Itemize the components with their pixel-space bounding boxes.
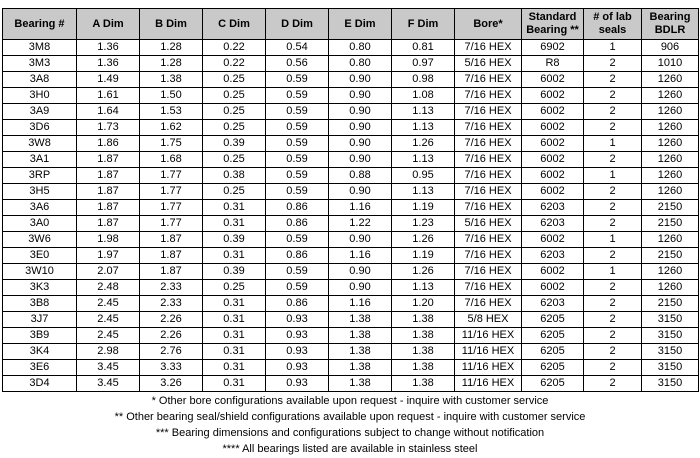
table-cell: 1260 [642,184,699,200]
table-cell: 0.86 [266,248,329,264]
table-row [3,248,699,264]
table-cell: 0.25 [203,72,266,88]
table-cell: 3A8 [3,72,77,88]
table-cell: 0.88 [329,168,392,184]
table-cell: 0.90 [329,280,392,296]
table-cell: 0.59 [266,136,329,152]
table-cell: 5/8 HEX [455,312,522,328]
table-cell: 2.76 [140,344,203,360]
table-cell: 6002 [522,136,584,152]
table-cell: 7/16 HEX [455,104,522,120]
table-cell: 2 [584,56,642,72]
table-cell: 0.81 [392,40,455,56]
table-cell: 0.39 [203,232,266,248]
table-cell: 0.90 [329,72,392,88]
table-cell: 2 [584,104,642,120]
table-row [3,296,699,312]
table-row [3,376,699,392]
table-cell: 1.38 [140,72,203,88]
table-cell: 0.31 [203,344,266,360]
table-cell: 1.50 [140,88,203,104]
table-cell: 3E6 [3,360,77,376]
table-cell: 0.90 [329,264,392,280]
table-cell: 0.59 [266,88,329,104]
table-row [3,56,699,72]
table-cell: 0.98 [392,72,455,88]
table-cell: 1.77 [140,184,203,200]
column-header: Standard Bearing ** [522,9,584,40]
table-cell: 1.87 [77,152,140,168]
table-cell: 6205 [522,344,584,360]
table-cell: 0.38 [203,168,266,184]
table-cell: 11/16 HEX [455,328,522,344]
table-cell: 2.33 [140,296,203,312]
table-cell: 3K4 [3,344,77,360]
column-header: # of lab seals [584,9,642,40]
table-cell: 3W10 [3,264,77,280]
table-cell: 3150 [642,328,699,344]
table-cell: 7/16 HEX [455,168,522,184]
table-cell: 6205 [522,376,584,392]
table-cell: 0.31 [203,200,266,216]
footnote: **** All bearings listed are available in stainless steel [222,443,478,455]
table-row [3,152,699,168]
table-cell: 0.90 [329,232,392,248]
table-cell: 1260 [642,232,699,248]
table-cell: 7/16 HEX [455,200,522,216]
table-cell: 1.23 [392,216,455,232]
table-cell: 1.68 [140,152,203,168]
table-cell: 3M8 [3,40,77,56]
table-cell: 3K3 [3,280,77,296]
table-cell: 3.26 [140,376,203,392]
table-cell: 7/16 HEX [455,296,522,312]
table-cell: 6002 [522,104,584,120]
table-cell: 0.90 [329,184,392,200]
table-cell: 0.59 [266,264,329,280]
table-cell: 0.90 [329,104,392,120]
table-row [3,360,699,376]
table-cell: 6203 [522,200,584,216]
table-cell: 1.87 [77,184,140,200]
table-cell: 7/16 HEX [455,232,522,248]
table-cell: 1.53 [140,104,203,120]
table-cell: 2150 [642,248,699,264]
table-row [3,184,699,200]
table-cell: 1.87 [140,264,203,280]
table-cell: 2.45 [77,312,140,328]
table-cell: 1 [584,232,642,248]
table-cell: 3150 [642,376,699,392]
table-cell: 1.75 [140,136,203,152]
table-row [3,104,699,120]
table-cell: 2 [584,200,642,216]
table-cell: 0.86 [266,216,329,232]
table-cell: 1.87 [77,168,140,184]
table-cell: 1.38 [329,376,392,392]
table-cell: 3B8 [3,296,77,312]
table-cell: 2150 [642,216,699,232]
table-cell: 1 [584,40,642,56]
table-cell: 2150 [642,296,699,312]
table-cell: 2 [584,184,642,200]
table-cell: 1010 [642,56,699,72]
table-cell: 1.19 [392,200,455,216]
table-cell: 2 [584,360,642,376]
table-cell: 2150 [642,200,699,216]
table-cell: 0.31 [203,296,266,312]
table-cell: 3J7 [3,312,77,328]
table-cell: 2 [584,248,642,264]
table-cell: 0.59 [266,152,329,168]
table-row [3,280,699,296]
table-cell: 2 [584,120,642,136]
table-cell: 2.07 [77,264,140,280]
table-cell: 7/16 HEX [455,40,522,56]
table-cell: 0.59 [266,280,329,296]
table-cell: 0.90 [329,152,392,168]
column-header: Bearing BDLR [642,9,699,40]
table-cell: 3.45 [77,360,140,376]
table-cell: 6205 [522,312,584,328]
table-cell: 2.26 [140,328,203,344]
table-row [3,136,699,152]
table-cell: 1 [584,168,642,184]
table-cell: 6002 [522,88,584,104]
table-cell: 1.61 [77,88,140,104]
table-cell: 11/16 HEX [455,344,522,360]
table-cell: 1.38 [392,360,455,376]
table-cell: 0.39 [203,136,266,152]
table-cell: 2 [584,216,642,232]
table-cell: 1.87 [77,200,140,216]
table-cell: 2 [584,312,642,328]
table-cell: 1 [584,264,642,280]
table-row [3,40,699,56]
table-cell: 0.86 [266,296,329,312]
table-cell: 0.25 [203,280,266,296]
table-cell: 3A6 [3,200,77,216]
table-row [3,312,699,328]
table-cell: 0.56 [266,56,329,72]
column-header: F Dim [392,9,455,40]
table-cell: 2 [584,88,642,104]
table-cell: 1260 [642,152,699,168]
footnote: * Other bore configurations available upon request - inquire with customer service [151,395,549,407]
footnote: ** Other bearing seal/shield configurations available upon request - inquire with customer service [114,411,586,423]
table-cell: 1.38 [329,312,392,328]
table-cell: 7/16 HEX [455,280,522,296]
table-cell: 0.95 [392,168,455,184]
table-cell: 0.90 [329,136,392,152]
table-cell: 11/16 HEX [455,360,522,376]
table-cell: 3E0 [3,248,77,264]
table-cell: 3M3 [3,56,77,72]
table-row [3,216,699,232]
table-cell: 6203 [522,296,584,312]
table-cell: 1.73 [77,120,140,136]
table-cell: 0.93 [266,312,329,328]
table-cell: 1.26 [392,264,455,280]
table-cell: 3H5 [3,184,77,200]
table-cell: 0.59 [266,232,329,248]
table-cell: 1260 [642,264,699,280]
table-cell: 1260 [642,120,699,136]
table-body [3,40,699,392]
table-cell: 6002 [522,152,584,168]
footnote: *** Bearing dimensions and configurations subject to change without notification [155,427,545,439]
bearing-table [2,8,699,392]
table-cell: 3.45 [77,376,140,392]
table-cell: 1.38 [329,360,392,376]
table-cell: 1.26 [392,232,455,248]
column-header: E Dim [329,9,392,40]
table-cell: 0.31 [203,328,266,344]
table-cell: 1.16 [329,248,392,264]
table-cell: 3RP [3,168,77,184]
table-cell: 7/16 HEX [455,264,522,280]
table-cell: 3A1 [3,152,77,168]
table-row [3,264,699,280]
table-cell: 3H0 [3,88,77,104]
table-cell: 1.13 [392,280,455,296]
table-cell: 2 [584,344,642,360]
table-cell: 3.33 [140,360,203,376]
table-cell: 3150 [642,344,699,360]
table-cell: 2 [584,328,642,344]
table-cell: 0.39 [203,264,266,280]
table-cell: 1.26 [392,136,455,152]
table-cell: 3D4 [3,376,77,392]
table-cell: 2.45 [77,328,140,344]
table-cell: 6002 [522,168,584,184]
table-cell: 5/16 HEX [455,216,522,232]
table-cell: 0.80 [329,56,392,72]
table-cell: 1.20 [392,296,455,312]
table-row [3,168,699,184]
table-cell: 1 [584,136,642,152]
table-cell: 1.13 [392,184,455,200]
table-cell: 0.25 [203,184,266,200]
table-row [3,344,699,360]
column-header: Bearing # [3,9,77,40]
table-cell: 1.86 [77,136,140,152]
table-cell: 906 [642,40,699,56]
table-cell: 1.19 [392,248,455,264]
table-cell: 7/16 HEX [455,120,522,136]
table-cell: 0.90 [329,120,392,136]
table-cell: 2.33 [140,280,203,296]
column-header: Bore* [455,9,522,40]
table-header-row [3,9,699,40]
table-cell: 0.31 [203,248,266,264]
table-cell: 1.77 [140,168,203,184]
table-cell: 1.22 [329,216,392,232]
table-cell: 1.38 [329,344,392,360]
column-header: C Dim [203,9,266,40]
table-cell: 0.25 [203,152,266,168]
table-cell: 0.25 [203,120,266,136]
table-row [3,328,699,344]
table-row [3,120,699,136]
table-cell: 1.38 [329,328,392,344]
table-cell: 6203 [522,216,584,232]
table-cell: 1.28 [140,56,203,72]
table-cell: 0.31 [203,360,266,376]
table-cell: 0.97 [392,56,455,72]
table-cell: 2 [584,280,642,296]
table-cell: 1260 [642,168,699,184]
table-cell: 1.87 [140,232,203,248]
table-cell: 1.77 [140,216,203,232]
table-cell: 3A9 [3,104,77,120]
table-cell: 5/16 HEX [455,56,522,72]
table-cell: 0.86 [266,200,329,216]
table-cell: 2.45 [77,296,140,312]
table-cell: 1.97 [77,248,140,264]
table-cell: 6002 [522,280,584,296]
table-cell: 2 [584,72,642,88]
table-cell: 6002 [522,232,584,248]
table-cell: 0.80 [329,40,392,56]
table-cell: 7/16 HEX [455,152,522,168]
table-cell: 1.13 [392,120,455,136]
table-cell: 7/16 HEX [455,88,522,104]
table-cell: 1.38 [392,328,455,344]
table-cell: 0.93 [266,376,329,392]
table-cell: 3A0 [3,216,77,232]
table-cell: 2.48 [77,280,140,296]
table-cell: 6002 [522,184,584,200]
table-cell: 2 [584,376,642,392]
column-header: A Dim [77,9,140,40]
table-row [3,72,699,88]
table-row [3,88,699,104]
table-cell: 0.54 [266,40,329,56]
table-cell: 0.59 [266,168,329,184]
table-cell: 1.87 [77,216,140,232]
table-cell: 1.49 [77,72,140,88]
table-cell: 0.31 [203,376,266,392]
table-cell: 1260 [642,72,699,88]
table-cell: 1260 [642,88,699,104]
table-cell: 1.77 [140,200,203,216]
table-cell: 11/16 HEX [455,376,522,392]
table-cell: 2.26 [140,312,203,328]
footnotes [0,393,700,457]
table-cell: 7/16 HEX [455,184,522,200]
table-cell: 0.25 [203,104,266,120]
table-cell: 1.36 [77,40,140,56]
table-cell: 3150 [642,360,699,376]
table-cell: 0.90 [329,88,392,104]
table-cell: 0.59 [266,184,329,200]
table-cell: 0.22 [203,56,266,72]
table-cell: 1.98 [77,232,140,248]
table-cell: 3W8 [3,136,77,152]
table-cell: 1260 [642,280,699,296]
table-cell: 1.87 [140,248,203,264]
table-cell: 0.93 [266,344,329,360]
column-header: D Dim [266,9,329,40]
table-cell: 0.31 [203,216,266,232]
table-cell: 0.59 [266,72,329,88]
table-cell: 1.38 [392,344,455,360]
column-header: B Dim [140,9,203,40]
table-cell: 7/16 HEX [455,248,522,264]
table-cell: 6002 [522,120,584,136]
table-row [3,232,699,248]
table-cell: 2 [584,152,642,168]
table-cell: 1.38 [392,376,455,392]
table-cell: 1.16 [329,200,392,216]
table-cell: 0.25 [203,88,266,104]
table-cell: 3150 [642,312,699,328]
table-cell: 7/16 HEX [455,136,522,152]
table-cell: 6002 [522,72,584,88]
table-cell: R8 [522,56,584,72]
table-cell: 2.98 [77,344,140,360]
table-cell: 1.28 [140,40,203,56]
table-cell: 1.38 [392,312,455,328]
table-cell: 1.64 [77,104,140,120]
table-cell: 1.08 [392,88,455,104]
table-cell: 0.59 [266,104,329,120]
table-cell: 1260 [642,104,699,120]
table-cell: 6002 [522,264,584,280]
table-cell: 0.93 [266,328,329,344]
table-cell: 0.22 [203,40,266,56]
table-row [3,200,699,216]
table-cell: 6902 [522,40,584,56]
table-cell: 2 [584,296,642,312]
table-cell: 6205 [522,360,584,376]
table-cell: 6203 [522,248,584,264]
table-cell: 0.59 [266,120,329,136]
table-cell: 1.36 [77,56,140,72]
table-cell: 7/16 HEX [455,72,522,88]
table-cell: 0.31 [203,312,266,328]
table-cell: 1260 [642,136,699,152]
table-cell: 1.13 [392,104,455,120]
table-cell: 1.16 [329,296,392,312]
table-cell: 3B9 [3,328,77,344]
table-cell: 1.13 [392,152,455,168]
table-cell: 3W6 [3,232,77,248]
table-cell: 6205 [522,328,584,344]
table-cell: 0.93 [266,360,329,376]
table-cell: 3D6 [3,120,77,136]
table-cell: 1.62 [140,120,203,136]
